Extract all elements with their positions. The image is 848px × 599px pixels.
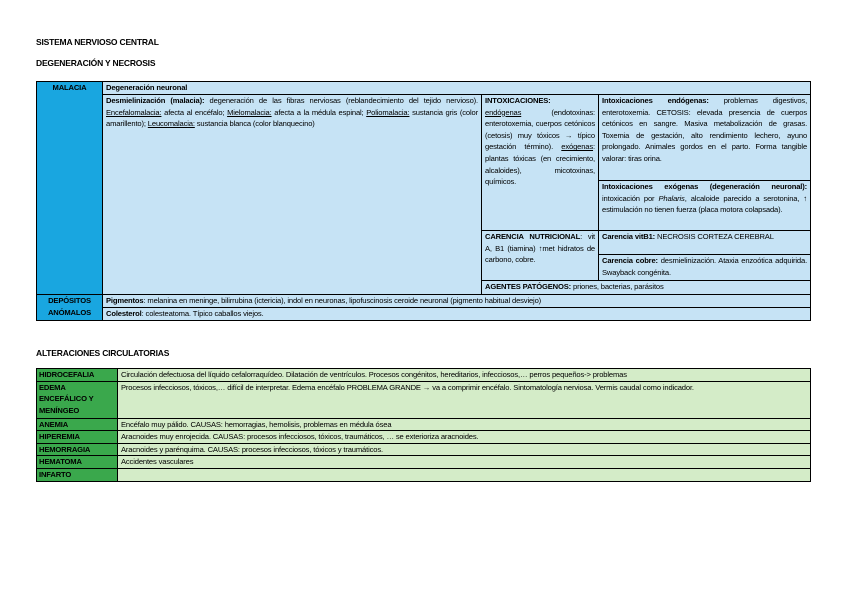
row-text: Aracnoides y parénquima. CAUSAS: procesos infecciosos, tóxicos y traumáticos.	[118, 443, 811, 456]
row-text: Procesos infecciosos, tóxicos,… difícil de interpretar. Edema encéfalo PROBLEMA GRANDE → va a comprimir encéfalo. Sintomatología nerviosa. Vermis caudal como indicador.	[118, 381, 811, 418]
row-label: HEMORRAGIA	[37, 443, 118, 456]
main-title: SISTEMA NERVIOSO CENTRAL	[36, 37, 159, 47]
intox-exogenas-cell: Intoxicaciones exógenas (degeneración neuronal): intoxicación por Phalaris, alcaloide parecido a serotonina, ↑ estimulación no tienen fuerza (placa motora colapsada).	[599, 181, 811, 231]
row-label: HEMATOMA	[37, 456, 118, 469]
intoxicaciones-cell: INTOXICACIONES: endógenas (endotoxinas: enterotoxemia, cuerpos cetónicos (cetosis) muy tóxicos → típico gestación término). exógenas: plantas tóxicas (en crecimiento, alcaloides), micotoxinas, químicos.	[482, 95, 599, 231]
table-row	[37, 418, 811, 431]
depositos-label: DEPÓSITOS ANÓMALOS	[37, 295, 103, 321]
table-row	[37, 369, 811, 382]
row-text	[118, 468, 811, 481]
table-row	[37, 443, 811, 456]
row-label: EDEMA ENCEFÁLICO Y MENÍNGEO	[37, 381, 118, 418]
carencia-cobre-text: Carencia cobre: desmielinización. Ataxia enzoótica adquirida. Swayback congénita.	[602, 256, 808, 277]
table-row	[37, 431, 811, 444]
circulatorias-table	[36, 368, 811, 482]
table-row	[37, 381, 811, 418]
agentes-patogenos-cell: AGENTES PATÓGENOS: priones, bacterias, parásitos	[482, 281, 811, 295]
pigmentos-cell: Pigmentos: melanina en meninge, bilirrubina (ictericia), indol en neuronas, lipofuscinosis ceroide neuronal (pigmento habitual desviejo)	[103, 295, 811, 308]
row-label: HIPEREMIA	[37, 431, 118, 444]
desmielinizacion-cell: Desmielinización (malacia): degeneración de las fibras nerviosas (reblandecimiento del tejido nervioso). Encefalomalacia: afecta al encéfalo; Mielomalacia: afecta a la médula espinal; Poliomalacia: sustancia gris (color amarillento); Leucomalacia: sustancia blanca (color blanquecino)	[103, 95, 482, 295]
carencia-nutricional-cell: CARENCIA NUTRICIONAL: vit A, B1 (tiamina) ↑met hidratos de carbono, cobre.	[482, 231, 599, 281]
row-text: Accidentes vasculares	[118, 456, 811, 469]
row-label: ANEMIA	[37, 418, 118, 431]
carencia-vitb1-cell: Carencia vitB1: NECROSIS CORTEZA CEREBRAL Carencia cobre: desmielinización. Ataxia enzoótica adquirida. Swayback congénita.	[599, 231, 811, 281]
malacia-label: MALACIA	[37, 82, 103, 295]
row-label: INFARTO	[37, 468, 118, 481]
table-row	[37, 468, 811, 481]
row-text: Circulación defectuosa del líquido cefalorraquídeo. Dilatación de ventrículos. Procesos congénitos, hereditarios, infecciosos,… perros pequeños-> problemas	[118, 369, 811, 382]
section-heading-degeneracion: DEGENERACIÓN Y NECROSIS	[36, 58, 156, 68]
colesterol-cell: Colesterol: colesteatoma. Típico caballos viejos.	[103, 308, 811, 321]
degeneracion-table	[36, 81, 811, 321]
intox-endogenas-cell: Intoxicaciones endógenas: problemas digestivos, enterotoxemia. CETOSIS: elevada presencia de cuerpos cetónicos en sangre. Masiva metabolización de grasas. Toxemia de gestación, alto rendimiento lechero, ayuno prolongado. Animales gordos en el parto. Forma tangible valorar: tiras orina.	[599, 95, 811, 181]
degeneracion-neuronal-title: Degeneración neuronal	[103, 82, 811, 95]
table-row	[37, 456, 811, 469]
row-text: Aracnoides muy enrojecida. CAUSAS: procesos infecciosos, tóxicos, traumáticos, … se exterioriza aracnoides.	[118, 431, 811, 444]
row-label: HIDROCEFALIA	[37, 369, 118, 382]
row-text: Encéfalo muy pálido. CAUSAS: hemorragias, hemolisis, problemas en médula ósea	[118, 418, 811, 431]
section-heading-circulatorias: ALTERACIONES CIRCULATORIAS	[36, 348, 170, 358]
